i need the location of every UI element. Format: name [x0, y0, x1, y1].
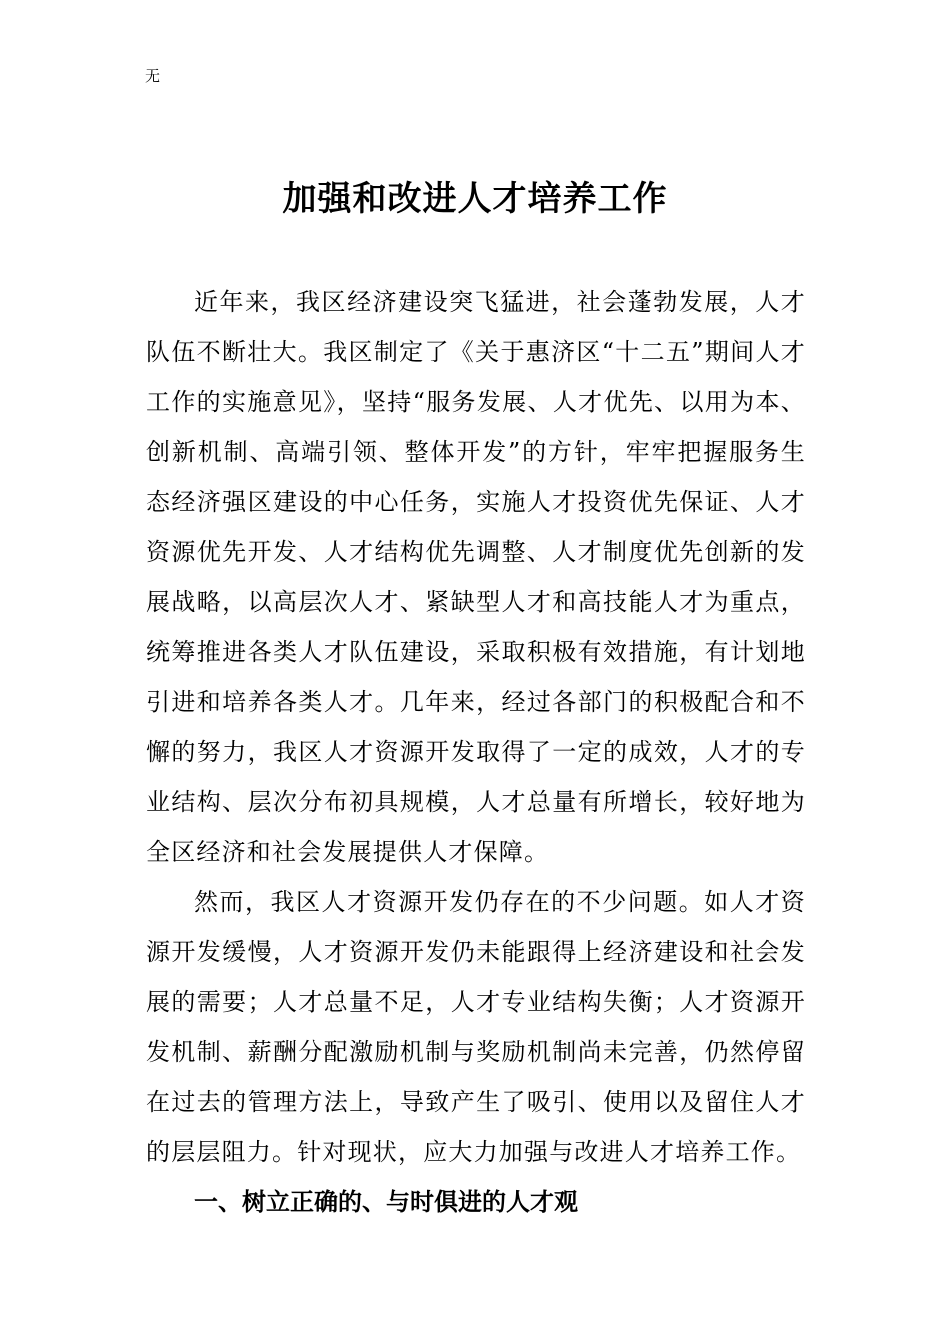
paragraph-intro: 近年来，我区经济建设突飞猛进，社会蓬勃发展，人才队伍不断壮大。我区制定了《关于惠济区“十二五”期间人才工作的实施意见》，坚持“服务发展、人才优先、以用为本、创新机制、高端引领、整体开发”的方针，牢牢把握服务生态经济强区建设的中心任务，实施人才投资优先保证、人才资源优先开发、人才结构优先调整、人才制度优先创新的发展战略，以高层次人才、紧缺型人才和高技能人才为重点，统筹推进各类人才队伍建设，采取积极有效措施，有计划地引进和培养各类人才。几年来，经过各部门的积极配合和不懈的努力，我区人才资源开发取得了一定的成效，人才的专业结构、层次分布初具规模，人才总量有所增长，较好地为全区经济和社会发展提供人才保障。: [146, 288, 806, 866]
document-body: [146, 277, 806, 1227]
section-heading: 一、树立正确的、与时俱进的人才观: [194, 1188, 578, 1216]
paragraph-problems: 然而，我区人才资源开发仍存在的不少问题。如人才资源开发缓慢，人才资源开发仍未能跟得上经济建设和社会发展的需要；人才总量不足，人才专业结构失衡；人才资源开发机制、薪酬分配激励机制与奖励机制尚未完善，仍然停留在过去的管理方法上，导致产生了吸引、使用以及留住人才的层层阻力。针对现状，应大力加强与改进人才培养工作。: [146, 888, 806, 1166]
header-mark: 无: [145, 67, 161, 85]
document-title: 加强和改进人才培养工作: [282, 179, 668, 219]
